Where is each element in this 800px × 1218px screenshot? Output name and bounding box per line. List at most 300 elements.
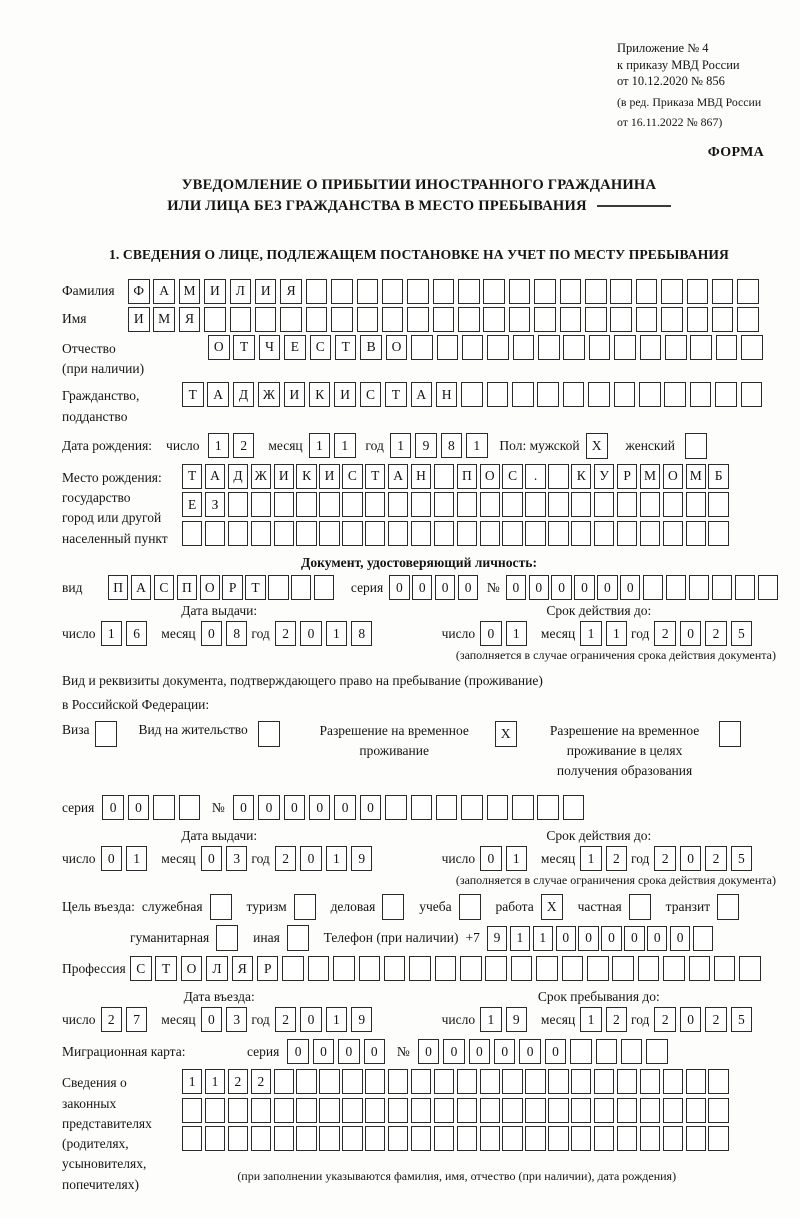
char-box[interactable]: И [319, 464, 339, 489]
char-box[interactable]: 8 [441, 433, 463, 458]
char-box[interactable] [588, 382, 610, 407]
char-box[interactable] [483, 279, 505, 304]
char-box[interactable] [458, 307, 480, 332]
char-box[interactable] [365, 1069, 385, 1094]
char-box[interactable] [480, 1069, 500, 1094]
char-box[interactable] [640, 521, 660, 546]
char-box[interactable] [359, 956, 381, 981]
char-box[interactable]: 0 [300, 846, 322, 871]
char-box[interactable] [570, 1039, 592, 1064]
char-box[interactable] [319, 1069, 339, 1094]
char-box[interactable] [388, 1098, 408, 1123]
char-box[interactable] [502, 521, 522, 546]
char-box[interactable]: О [386, 335, 408, 360]
char-box[interactable] [502, 1098, 522, 1123]
char-box[interactable]: 1 [506, 621, 528, 646]
char-box[interactable]: 1 [533, 926, 553, 951]
char-box[interactable] [483, 307, 505, 332]
char-box[interactable]: 1 [580, 1007, 602, 1032]
char-box[interactable] [594, 1126, 614, 1151]
char-box[interactable] [708, 1126, 728, 1151]
char-box[interactable] [571, 1098, 591, 1123]
char-box[interactable] [365, 1126, 385, 1151]
char-box[interactable]: 8 [226, 621, 248, 646]
char-box[interactable]: 0 [545, 1039, 567, 1064]
char-box[interactable]: 1 [205, 1069, 225, 1094]
char-box[interactable]: 2 [705, 846, 727, 871]
char-box[interactable]: И [334, 382, 356, 407]
char-box[interactable]: 0 [551, 575, 571, 600]
char-box[interactable] [458, 279, 480, 304]
char-box[interactable] [274, 492, 294, 517]
checkbox[interactable] [629, 894, 651, 920]
char-box[interactable] [268, 575, 288, 600]
char-box[interactable]: Р [222, 575, 242, 600]
char-box[interactable]: А [131, 575, 151, 600]
char-box[interactable] [708, 1069, 728, 1094]
char-box[interactable] [342, 1069, 362, 1094]
char-box[interactable]: 1 [390, 433, 412, 458]
char-box[interactable] [319, 521, 339, 546]
char-box[interactable]: 1 [580, 846, 602, 871]
char-box[interactable] [594, 1098, 614, 1123]
char-box[interactable]: М [640, 464, 660, 489]
char-box[interactable]: Т [182, 382, 204, 407]
char-box[interactable]: 0 [680, 1007, 702, 1032]
char-box[interactable] [664, 382, 686, 407]
char-box[interactable]: 2 [275, 1007, 297, 1032]
char-box[interactable] [411, 1126, 431, 1151]
char-box[interactable]: И [204, 279, 226, 304]
char-box[interactable]: Д [228, 464, 248, 489]
char-box[interactable]: 2 [654, 621, 676, 646]
char-box[interactable] [663, 1126, 683, 1151]
char-box[interactable]: 5 [731, 1007, 753, 1032]
char-box[interactable]: 1 [126, 846, 148, 871]
char-box[interactable] [536, 956, 558, 981]
char-box[interactable] [282, 956, 304, 981]
char-box[interactable] [204, 307, 226, 332]
char-box[interactable]: 0 [300, 1007, 322, 1032]
char-box[interactable]: 2 [606, 846, 628, 871]
char-box[interactable]: 9 [487, 926, 507, 951]
char-box[interactable]: Т [385, 382, 407, 407]
char-box[interactable] [594, 1069, 614, 1094]
char-box[interactable] [712, 575, 732, 600]
char-box[interactable] [365, 492, 385, 517]
char-box[interactable] [411, 1098, 431, 1123]
char-box[interactable]: В [360, 335, 382, 360]
char-box[interactable] [509, 279, 531, 304]
char-box[interactable] [585, 307, 607, 332]
checkbox[interactable] [95, 721, 117, 747]
char-box[interactable] [693, 926, 713, 951]
char-box[interactable] [714, 956, 736, 981]
char-box[interactable] [487, 795, 509, 820]
char-box[interactable] [291, 575, 311, 600]
char-box[interactable] [411, 795, 433, 820]
char-box[interactable] [512, 795, 534, 820]
char-box[interactable] [388, 1069, 408, 1094]
char-box[interactable] [230, 307, 252, 332]
char-box[interactable]: 1 [309, 433, 331, 458]
char-box[interactable] [741, 382, 763, 407]
char-box[interactable]: 0 [300, 621, 322, 646]
char-box[interactable]: 1 [326, 846, 348, 871]
char-box[interactable] [462, 335, 484, 360]
char-box[interactable]: 0 [443, 1039, 465, 1064]
char-box[interactable] [690, 382, 712, 407]
char-box[interactable] [617, 1069, 637, 1094]
char-box[interactable] [560, 279, 582, 304]
char-box[interactable]: Т [245, 575, 265, 600]
char-box[interactable] [614, 335, 636, 360]
char-box[interactable]: К [571, 464, 591, 489]
char-box[interactable] [461, 795, 483, 820]
char-box[interactable]: Н [411, 464, 431, 489]
char-box[interactable] [228, 1098, 248, 1123]
char-box[interactable] [663, 521, 683, 546]
char-box[interactable]: 0 [102, 795, 124, 820]
char-box[interactable] [571, 1126, 591, 1151]
char-box[interactable] [205, 1098, 225, 1123]
char-box[interactable] [640, 1069, 660, 1094]
char-box[interactable] [314, 575, 334, 600]
checkbox[interactable] [382, 894, 404, 920]
char-box[interactable]: 1 [326, 1007, 348, 1032]
char-box[interactable] [513, 335, 535, 360]
char-box[interactable]: 0 [334, 795, 356, 820]
char-box[interactable] [594, 492, 614, 517]
char-box[interactable]: О [208, 335, 230, 360]
char-box[interactable] [487, 335, 509, 360]
char-box[interactable] [333, 956, 355, 981]
char-box[interactable] [365, 521, 385, 546]
char-box[interactable] [534, 307, 556, 332]
char-box[interactable] [538, 335, 560, 360]
char-box[interactable] [548, 464, 568, 489]
char-box[interactable]: П [177, 575, 197, 600]
char-box[interactable]: 0 [309, 795, 331, 820]
char-box[interactable]: А [207, 382, 229, 407]
char-box[interactable] [687, 307, 709, 332]
char-box[interactable] [612, 956, 634, 981]
char-box[interactable] [621, 1039, 643, 1064]
checkbox[interactable] [719, 721, 741, 747]
char-box[interactable] [342, 1098, 362, 1123]
char-box[interactable] [708, 492, 728, 517]
char-box[interactable]: А [205, 464, 225, 489]
char-box[interactable]: 0 [647, 926, 667, 951]
char-box[interactable]: 3 [226, 1007, 248, 1032]
char-box[interactable] [665, 335, 687, 360]
char-box[interactable]: С [130, 956, 152, 981]
checkbox[interactable] [717, 894, 739, 920]
char-box[interactable] [274, 1098, 294, 1123]
char-box[interactable] [525, 1069, 545, 1094]
char-box[interactable] [640, 335, 662, 360]
char-box[interactable]: 0 [201, 621, 223, 646]
char-box[interactable] [319, 1126, 339, 1151]
char-box[interactable] [534, 279, 556, 304]
checkbox[interactable] [459, 894, 481, 920]
char-box[interactable] [636, 279, 658, 304]
char-box[interactable]: 5 [731, 846, 753, 871]
char-box[interactable] [182, 1098, 202, 1123]
char-box[interactable]: 0 [360, 795, 382, 820]
char-box[interactable] [509, 307, 531, 332]
char-box[interactable]: Т [365, 464, 385, 489]
char-box[interactable]: 0 [128, 795, 150, 820]
char-box[interactable]: Е [182, 492, 202, 517]
checkbox[interactable] [294, 894, 316, 920]
char-box[interactable] [617, 521, 637, 546]
char-box[interactable] [433, 279, 455, 304]
char-box[interactable]: 0 [284, 795, 306, 820]
char-box[interactable] [571, 1069, 591, 1094]
char-box[interactable] [617, 492, 637, 517]
char-box[interactable] [614, 382, 636, 407]
char-box[interactable] [639, 382, 661, 407]
char-box[interactable] [537, 795, 559, 820]
char-box[interactable]: 6 [126, 621, 148, 646]
char-box[interactable]: 1 [334, 433, 356, 458]
char-box[interactable]: Л [206, 956, 228, 981]
char-box[interactable] [382, 279, 404, 304]
char-box[interactable] [296, 1126, 316, 1151]
char-box[interactable] [388, 521, 408, 546]
char-box[interactable] [689, 575, 709, 600]
char-box[interactable] [563, 335, 585, 360]
char-box[interactable]: П [108, 575, 128, 600]
char-box[interactable] [228, 521, 248, 546]
char-box[interactable] [716, 335, 738, 360]
char-box[interactable] [434, 1098, 454, 1123]
char-box[interactable]: С [342, 464, 362, 489]
char-box[interactable]: 0 [624, 926, 644, 951]
char-box[interactable] [365, 1098, 385, 1123]
char-box[interactable] [436, 795, 458, 820]
char-box[interactable]: 0 [313, 1039, 335, 1064]
char-box[interactable] [663, 1069, 683, 1094]
char-box[interactable] [407, 307, 429, 332]
char-box[interactable] [548, 1069, 568, 1094]
char-box[interactable] [686, 492, 706, 517]
char-box[interactable]: Б [708, 464, 728, 489]
char-box[interactable] [502, 492, 522, 517]
char-box[interactable]: 0 [435, 575, 455, 600]
char-box[interactable] [663, 1098, 683, 1123]
char-box[interactable] [525, 492, 545, 517]
char-box[interactable] [434, 492, 454, 517]
char-box[interactable]: 2 [654, 1007, 676, 1032]
char-box[interactable]: Ф [128, 279, 150, 304]
char-box[interactable]: 0 [101, 846, 123, 871]
char-box[interactable] [388, 1126, 408, 1151]
char-box[interactable]: 2 [233, 433, 255, 458]
char-box[interactable] [512, 382, 534, 407]
char-box[interactable] [382, 307, 404, 332]
char-box[interactable]: 9 [351, 1007, 373, 1032]
char-box[interactable] [457, 521, 477, 546]
char-box[interactable]: 1 [208, 433, 230, 458]
char-box[interactable] [457, 1098, 477, 1123]
char-box[interactable] [331, 279, 353, 304]
char-box[interactable] [409, 956, 431, 981]
char-box[interactable]: 2 [101, 1007, 123, 1032]
char-box[interactable] [296, 1069, 316, 1094]
char-box[interactable]: 9 [506, 1007, 528, 1032]
char-box[interactable]: Т [182, 464, 202, 489]
char-box[interactable]: 2 [654, 846, 676, 871]
char-box[interactable] [280, 307, 302, 332]
char-box[interactable]: Я [179, 307, 201, 332]
char-box[interactable] [251, 492, 271, 517]
char-box[interactable]: 2 [705, 1007, 727, 1032]
checkbox[interactable] [216, 925, 238, 951]
char-box[interactable] [461, 382, 483, 407]
char-box[interactable] [640, 1126, 660, 1151]
char-box[interactable]: Д [233, 382, 255, 407]
char-box[interactable]: И [255, 279, 277, 304]
char-box[interactable] [571, 521, 591, 546]
char-box[interactable]: Ч [259, 335, 281, 360]
char-box[interactable]: 2 [705, 621, 727, 646]
char-box[interactable] [434, 1126, 454, 1151]
char-box[interactable] [571, 492, 591, 517]
char-box[interactable]: Н [436, 382, 458, 407]
char-box[interactable] [562, 956, 584, 981]
char-box[interactable]: 0 [670, 926, 690, 951]
char-box[interactable] [411, 492, 431, 517]
char-box[interactable]: Е [284, 335, 306, 360]
char-box[interactable]: . [525, 464, 545, 489]
char-box[interactable]: 1 [326, 621, 348, 646]
char-box[interactable]: 1 [466, 433, 488, 458]
char-box[interactable] [502, 1069, 522, 1094]
char-box[interactable] [525, 1126, 545, 1151]
char-box[interactable] [296, 521, 316, 546]
char-box[interactable] [357, 307, 379, 332]
char-box[interactable]: Т [155, 956, 177, 981]
char-box[interactable] [661, 279, 683, 304]
char-box[interactable] [457, 1069, 477, 1094]
char-box[interactable]: С [310, 335, 332, 360]
char-box[interactable]: 0 [287, 1039, 309, 1064]
char-box[interactable] [274, 521, 294, 546]
char-box[interactable]: 3 [226, 846, 248, 871]
char-box[interactable] [758, 575, 778, 600]
char-box[interactable] [741, 335, 763, 360]
char-box[interactable] [384, 956, 406, 981]
char-box[interactable] [457, 492, 477, 517]
char-box[interactable] [274, 1126, 294, 1151]
char-box[interactable] [487, 382, 509, 407]
checkbox[interactable]: X [586, 433, 608, 459]
char-box[interactable] [712, 307, 734, 332]
char-box[interactable]: 8 [351, 621, 373, 646]
char-box[interactable]: 0 [418, 1039, 440, 1064]
char-box[interactable] [319, 492, 339, 517]
char-box[interactable] [251, 1126, 271, 1151]
char-box[interactable]: Ж [258, 382, 280, 407]
char-box[interactable] [548, 1098, 568, 1123]
char-box[interactable]: О [663, 464, 683, 489]
char-box[interactable] [331, 307, 353, 332]
char-box[interactable]: 0 [469, 1039, 491, 1064]
char-box[interactable]: О [480, 464, 500, 489]
char-box[interactable] [594, 521, 614, 546]
char-box[interactable]: 9 [415, 433, 437, 458]
char-box[interactable] [319, 1098, 339, 1123]
char-box[interactable]: С [502, 464, 522, 489]
char-box[interactable]: 0 [364, 1039, 386, 1064]
char-box[interactable] [661, 307, 683, 332]
char-box[interactable]: 0 [458, 575, 478, 600]
char-box[interactable]: 2 [251, 1069, 271, 1094]
char-box[interactable]: 1 [480, 1007, 502, 1032]
char-box[interactable]: 0 [529, 575, 549, 600]
char-box[interactable]: Т [335, 335, 357, 360]
char-box[interactable] [502, 1126, 522, 1151]
char-box[interactable] [251, 1098, 271, 1123]
char-box[interactable] [411, 1069, 431, 1094]
char-box[interactable] [563, 382, 585, 407]
char-box[interactable]: А [411, 382, 433, 407]
char-box[interactable]: Ж [251, 464, 271, 489]
char-box[interactable] [525, 1098, 545, 1123]
char-box[interactable] [548, 1126, 568, 1151]
char-box[interactable] [460, 956, 482, 981]
char-box[interactable]: М [153, 307, 175, 332]
char-box[interactable]: 0 [578, 926, 598, 951]
char-box[interactable] [643, 575, 663, 600]
char-box[interactable] [182, 1126, 202, 1151]
char-box[interactable] [437, 335, 459, 360]
char-box[interactable] [686, 521, 706, 546]
char-box[interactable]: И [284, 382, 306, 407]
char-box[interactable] [274, 1069, 294, 1094]
char-box[interactable]: 0 [519, 1039, 541, 1064]
char-box[interactable]: П [457, 464, 477, 489]
char-box[interactable]: К [296, 464, 316, 489]
char-box[interactable]: 0 [601, 926, 621, 951]
char-box[interactable]: А [388, 464, 408, 489]
char-box[interactable] [182, 521, 202, 546]
char-box[interactable]: 5 [731, 621, 753, 646]
char-box[interactable] [663, 492, 683, 517]
char-box[interactable] [737, 279, 759, 304]
char-box[interactable]: 0 [680, 846, 702, 871]
char-box[interactable]: Р [617, 464, 637, 489]
char-box[interactable] [715, 382, 737, 407]
char-box[interactable] [610, 307, 632, 332]
checkbox[interactable] [685, 433, 707, 459]
char-box[interactable] [666, 575, 686, 600]
char-box[interactable]: О [181, 956, 203, 981]
char-box[interactable]: 0 [389, 575, 409, 600]
char-box[interactable]: 0 [480, 621, 502, 646]
char-box[interactable]: 0 [201, 1007, 223, 1032]
char-box[interactable] [179, 795, 201, 820]
char-box[interactable]: 0 [233, 795, 255, 820]
char-box[interactable] [296, 492, 316, 517]
char-box[interactable]: 0 [556, 926, 576, 951]
char-box[interactable]: 0 [201, 846, 223, 871]
char-box[interactable]: З [205, 492, 225, 517]
char-box[interactable] [306, 279, 328, 304]
char-box[interactable] [617, 1126, 637, 1151]
